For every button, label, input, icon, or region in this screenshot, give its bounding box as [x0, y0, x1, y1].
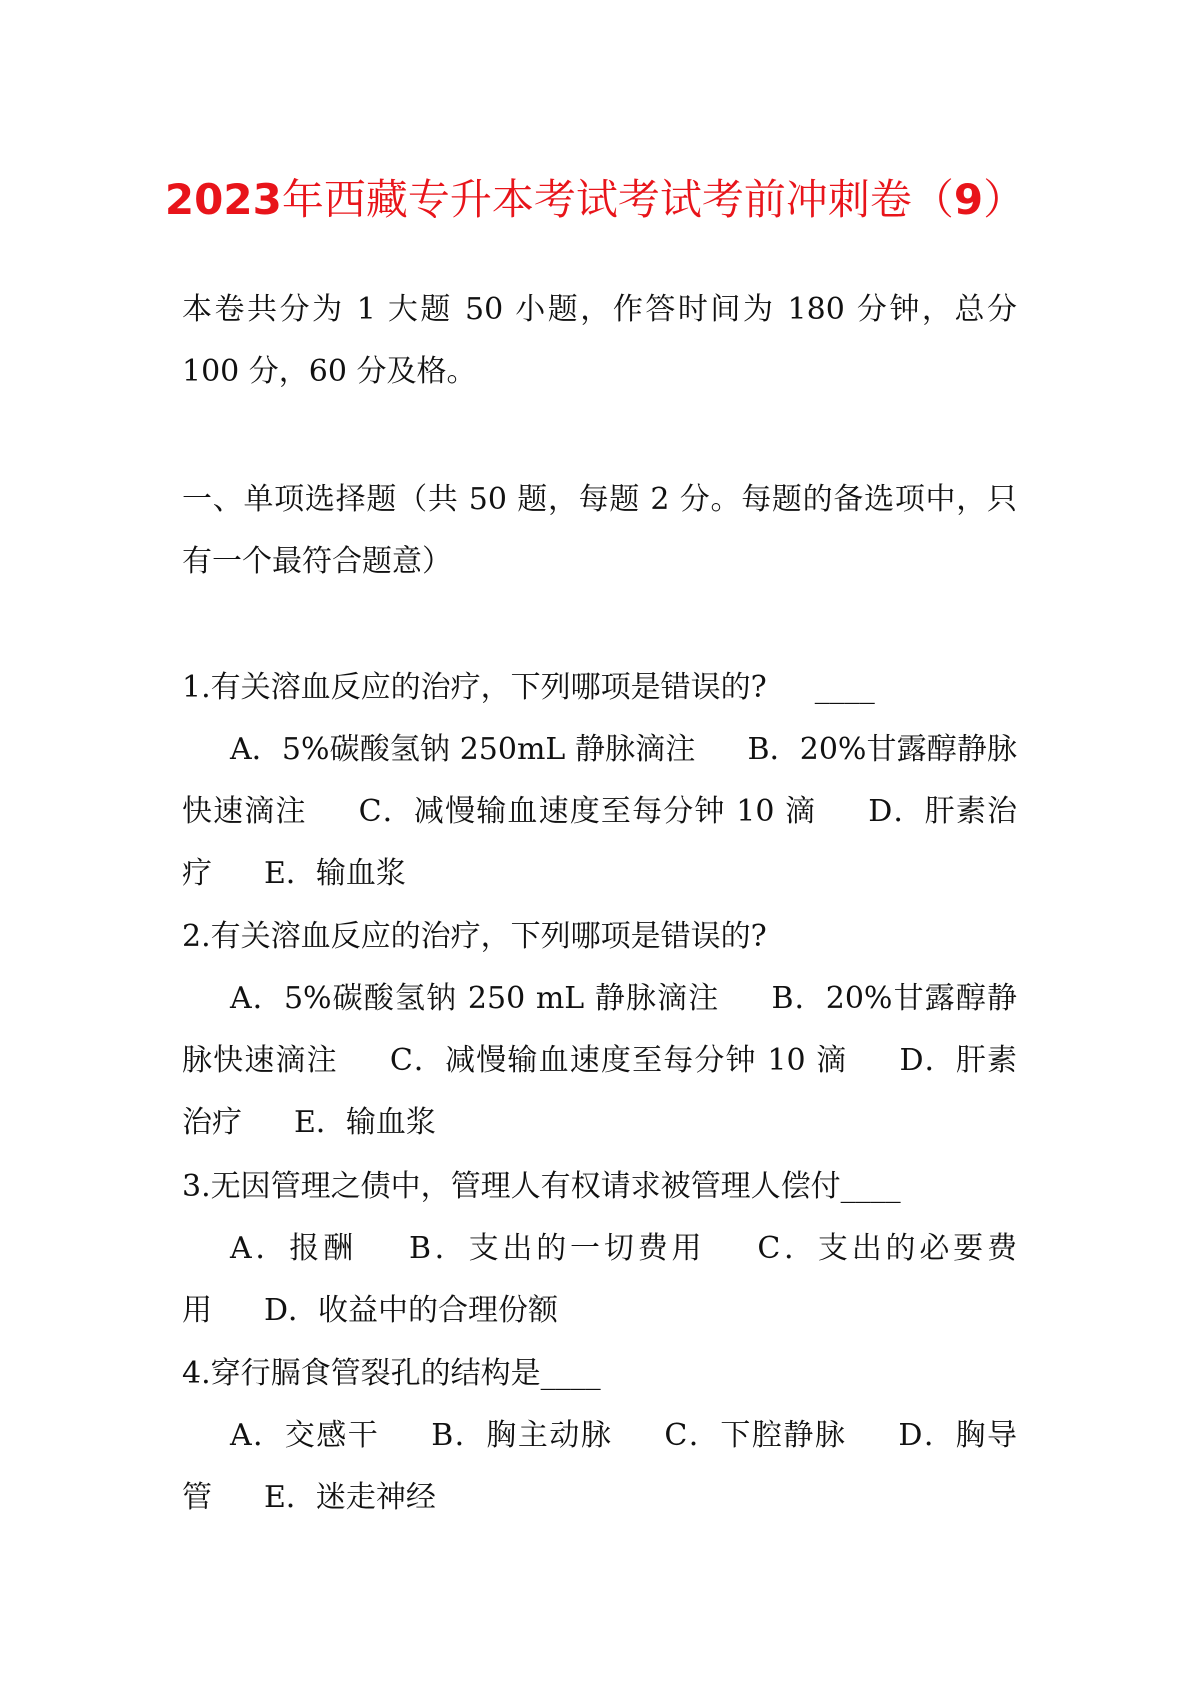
question-stem-text: 4.穿行膈食管裂孔的结构是 [182, 1356, 541, 1391]
option-c: C．下腔静脉 [664, 1418, 847, 1453]
option-e: E．输血浆 [294, 1105, 436, 1140]
option-d: D．胸导管 [182, 1418, 1017, 1515]
option-e: E．输血浆 [264, 856, 406, 891]
answer-blank: ____ [840, 1169, 901, 1204]
option-list [182, 1405, 1017, 1529]
question-stem-text: 1.有关溶血反应的治疗，下列哪项是错误的? [182, 670, 767, 705]
document-title [120, 172, 1070, 228]
title-year: 2023 [164, 175, 282, 224]
option-e: E．迷走神经 [264, 1480, 436, 1515]
option-list [182, 1218, 1017, 1342]
question-stem [182, 906, 1017, 968]
question-3 [182, 1156, 1017, 1342]
question-stem [182, 657, 1017, 719]
option-a: A．5%碳酸氢钠 250mL 静脉滴注 [230, 732, 696, 767]
title-text: 年西藏专升本考试考试考前冲刺卷（ [281, 175, 954, 224]
option-b: B．20%甘露醇静脉快速滴注 [182, 981, 1017, 1078]
option-a: A．报酬 [230, 1231, 357, 1266]
question-4 [182, 1343, 1017, 1529]
option-c: C．支出的必要费用 [182, 1231, 1017, 1328]
option-a: A．交感干 [230, 1418, 380, 1453]
option-d: D．肝素治疗 [182, 794, 1017, 891]
question-stem [182, 1343, 1017, 1405]
question-stem [182, 1156, 1017, 1218]
option-b: B．胸主动脉 [431, 1418, 613, 1453]
option-b: B．20%甘露醇静脉快速滴注 [182, 732, 1017, 829]
option-a: A．5%碳酸氢钠 250 mL 静脉滴注 [230, 981, 720, 1016]
option-d: D．肝素治疗 [182, 1043, 1017, 1140]
option-list [182, 968, 1017, 1154]
title-close: ） [983, 175, 1026, 224]
question-stem-text: 3.无因管理之债中，管理人有权请求被管理人偿付 [182, 1169, 841, 1204]
question-stem-text: 2.有关溶血反应的治疗，下列哪项是错误的? [182, 919, 767, 954]
exam-intro: 本卷共分为 1 大题 50 小题，作答时间为 180 分钟，总分 100 分，60 分及格。 [182, 292, 1017, 389]
option-list [182, 719, 1017, 905]
section-heading: 一、单项选择题（共 50 题，每题 2 分。每题的备选项中，只有一个最符合题意） [182, 482, 1017, 579]
option-b: B．支出的一切费用 [408, 1231, 706, 1266]
option-d: D．收益中的合理份额 [264, 1293, 559, 1328]
option-c: C．减慢输血速度至每分钟 10 滴 [358, 794, 817, 829]
answer-blank: ____ [814, 670, 875, 705]
option-c: C．减慢输血速度至每分钟 10 滴 [389, 1043, 848, 1078]
title-number: 9 [953, 175, 984, 224]
question-1 [182, 657, 1017, 905]
question-2 [182, 906, 1017, 1154]
answer-blank: ____ [540, 1356, 601, 1391]
